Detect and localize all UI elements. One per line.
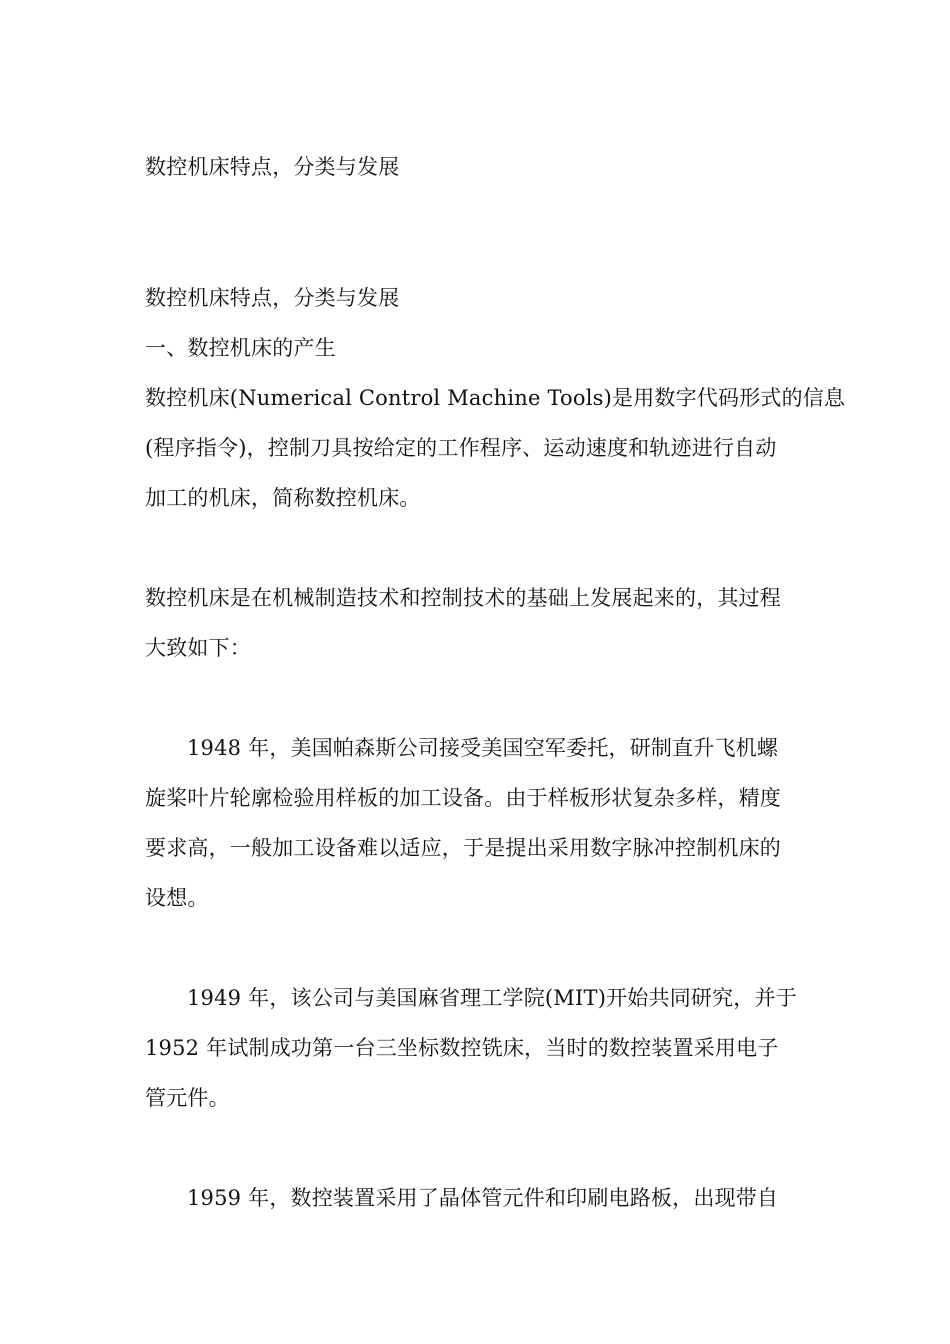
paragraph-3-line-1: 1948 年，美国帕森斯公司接受美国空军委托，研制直升飞机螺 bbox=[187, 736, 779, 760]
paragraph-3-line-2: 旋桨叶片轮廓检验用样板的加工设备。由于样板形状复杂多样，精度 bbox=[145, 786, 781, 810]
paragraph-1-line-3: 加工的机床，简称数控机床。 bbox=[145, 486, 421, 510]
paragraph-4-line-3: 管元件。 bbox=[145, 1086, 230, 1110]
cover-title: 数控机床特点，分类与发展 bbox=[145, 155, 400, 179]
section-heading: 一、数控机床的产生 bbox=[145, 336, 336, 360]
paragraph-2-line-2: 大致如下： bbox=[145, 636, 251, 660]
paragraph-2-line-1: 数控机床是在机械制造技术和控制技术的基础上发展起来的，其过程 bbox=[145, 586, 781, 610]
paragraph-1-line-2: (程序指令)，控制刀具按给定的工作程序、运动速度和轨迹进行自动 bbox=[145, 436, 777, 460]
paragraph-1-line-1: 数控机床(Numerical Control Machine Tools)是用数字代码形式的信息 bbox=[145, 386, 846, 410]
paragraph-4-line-2: 1952 年试制成功第一台三坐标数控铣床，当时的数控装置采用电子 bbox=[145, 1036, 779, 1060]
paragraph-3-line-3: 要求高，一般加工设备难以适应，于是提出采用数字脉冲控制机床的 bbox=[145, 836, 781, 860]
paragraph-5-line-1: 1959 年，数控装置采用了晶体管元件和印刷电路板，出现带自 bbox=[187, 1186, 779, 1210]
paragraph-3-line-4: 设想。 bbox=[145, 886, 209, 910]
document-title: 数控机床特点，分类与发展 bbox=[145, 286, 400, 310]
paragraph-4-line-1: 1949 年，该公司与美国麻省理工学院(MIT)开始共同研究，并于 bbox=[187, 986, 797, 1010]
